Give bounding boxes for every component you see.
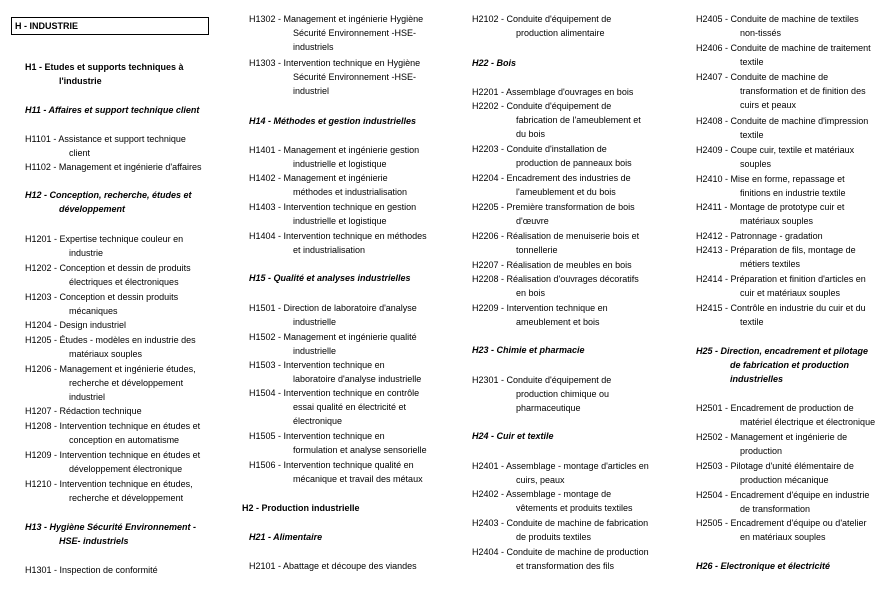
list-item-line: d'œuvre	[516, 216, 549, 226]
list-item-line: H2503 - Pilotage d'unité élémentaire de	[696, 461, 854, 471]
list-item-line: H2206 - Réalisation de menuiserie bois et	[472, 231, 640, 241]
list-item-line: en bois	[516, 288, 546, 298]
list-item-line: pharmaceutique	[516, 403, 581, 413]
list-item	[249, 458, 423, 486]
list-item-line: H1504 - Intervention technique en contrôle	[249, 388, 420, 398]
list-item	[25, 362, 196, 404]
list-item	[472, 301, 608, 329]
subgroup-heading-line: H12 - Conception, recherche, études et	[25, 190, 192, 200]
list-item-line: H1303 - Intervention technique en Hygiène	[249, 58, 421, 68]
list-item-line: et industrialisation	[293, 245, 366, 255]
subgroup-heading	[472, 343, 585, 357]
list-item-line: H1404 - Intervention technique en méthodes	[249, 231, 427, 241]
list-item-line: cuir et matériaux souples	[740, 288, 841, 298]
list-item	[25, 232, 183, 260]
list-item-line: H2407 - Conduite de machine de	[696, 72, 829, 82]
list-item-line: H1503 - Intervention technique en	[249, 360, 385, 370]
list-item	[472, 12, 611, 40]
list-item-line: H2205 - Première transformation de bois	[472, 202, 635, 212]
list-item-line: client	[69, 148, 91, 158]
list-item-line: de transformation	[740, 504, 811, 514]
list-item	[249, 559, 417, 573]
list-item-line: recherche et développement	[69, 378, 184, 388]
list-item	[696, 229, 823, 243]
subgroup-heading	[249, 114, 416, 128]
list-item-line: H2203 - Conduite d'installation de	[472, 144, 607, 154]
list-item-line: H1403 - Intervention technique en gestion	[249, 202, 417, 212]
list-item-line: et transformation des fils	[516, 561, 615, 571]
list-item	[696, 272, 866, 300]
list-item-line: production de panneaux bois	[516, 158, 632, 168]
list-item-line: H2501 - Encadrement de production de	[696, 403, 854, 413]
list-item-line: formulation et analyse sensorielle	[293, 445, 427, 455]
list-item-line: H2405 - Conduite de machine de textiles	[696, 14, 859, 24]
list-item	[249, 301, 417, 329]
list-item-line: l'ameublement et du bois	[516, 187, 616, 197]
list-item-line: H2202 - Conduite d'équipement de	[472, 101, 612, 111]
list-item-line: H1102 - Management et ingénierie d'affaires	[25, 162, 202, 172]
list-item-line: mécaniques	[69, 306, 118, 316]
subgroup-heading	[249, 271, 411, 285]
list-item-line: H2410 - Mise en forme, repassage et	[696, 174, 845, 184]
list-item-line: laboratoire d'analyse industrielle	[293, 374, 422, 384]
list-item	[249, 429, 427, 457]
list-item-line: cuirs, peaux	[516, 475, 565, 485]
list-item-line: production	[740, 446, 783, 456]
list-item	[696, 70, 866, 112]
list-item-line: H2408 - Conduite de machine d'impression	[696, 116, 869, 126]
list-item-line: production chimique ou	[516, 389, 610, 399]
list-item	[249, 358, 421, 386]
list-item	[696, 114, 868, 142]
list-item	[249, 56, 420, 98]
group-heading-line: H2 - Production industrielle	[242, 503, 360, 513]
list-item-line: H1401 - Management et ingénierie gestion	[249, 145, 420, 155]
subgroup-heading	[696, 559, 830, 573]
list-item	[696, 516, 867, 544]
list-item-line: industriels	[293, 42, 334, 52]
list-item-line: Sécurité Environnement -HSE-	[293, 28, 417, 38]
list-item-line: H2208 - Réalisation d'ouvrages décoratifs	[472, 274, 639, 284]
list-item-line: H1203 - Conception et dessin produits	[25, 292, 179, 302]
group-heading-line: H1 - Etudes et supports techniques à	[25, 62, 184, 72]
subgroup-heading	[25, 188, 192, 216]
list-item-line: H1402 - Management et ingénierie	[249, 173, 388, 183]
list-item-line: H2204 - Encadrement des industries de	[472, 173, 631, 183]
list-item	[25, 333, 196, 361]
group-heading-line: l'industrie	[59, 76, 102, 86]
subgroup-heading	[472, 56, 516, 70]
group-heading	[242, 501, 360, 515]
list-item-line: H2406 - Conduite de machine de traitement	[696, 43, 871, 53]
subgroup-heading-line: H15 - Qualité et analyses industrielles	[249, 273, 411, 283]
list-item	[696, 401, 875, 429]
subgroup-heading	[249, 530, 322, 544]
subgroup-heading-line: H21 - Alimentaire	[249, 532, 323, 542]
list-item-line: H1301 - Inspection de conformité	[25, 565, 158, 575]
list-item-line: électriques et électroniques	[69, 277, 179, 287]
list-item-line: textile	[740, 130, 764, 140]
list-item-line: H1207 - Rédaction technique	[25, 406, 142, 416]
list-item-line: souples	[740, 159, 772, 169]
list-item-line: développement électronique	[69, 464, 183, 474]
list-item	[25, 290, 178, 318]
list-item-line: Sécurité Environnement -HSE-	[293, 72, 417, 82]
subgroup-heading-line: développement	[59, 204, 126, 214]
list-item	[25, 404, 142, 418]
list-item	[472, 545, 649, 573]
list-item	[472, 516, 648, 544]
list-item	[696, 200, 844, 228]
list-item-line: H1202 - Conception et dessin de produits	[25, 263, 191, 273]
list-item	[249, 200, 416, 228]
list-item-line: H1210 - Intervention technique en études,	[25, 479, 193, 489]
list-item	[472, 171, 631, 199]
list-item	[249, 386, 419, 428]
list-item-line: industrielle et logistique	[293, 216, 387, 226]
list-item	[25, 419, 200, 447]
list-item-line: du bois	[516, 129, 546, 139]
list-item-line: textile	[740, 57, 764, 67]
list-item-line: H1506 - Intervention technique qualité en	[249, 460, 414, 470]
list-item-line: H1302 - Management et ingénierie Hygiène	[249, 14, 424, 24]
list-item	[25, 318, 126, 332]
list-item-line: H1209 - Intervention technique en études et	[25, 450, 201, 460]
list-item	[472, 85, 633, 99]
list-item-line: matériaux souples	[69, 349, 143, 359]
list-item-line: production mécanique	[740, 475, 829, 485]
group-heading	[25, 60, 184, 88]
list-item	[696, 12, 859, 40]
list-item-line: H2401 - Assemblage - montage d'articles en	[472, 461, 649, 471]
list-item-line: textile	[740, 317, 764, 327]
list-item-line: H2409 - Coupe cuir, textile et matériaux	[696, 145, 855, 155]
list-item-line: H2101 - Abattage et découpe des viandes	[249, 561, 417, 571]
list-item	[249, 143, 419, 171]
subgroup-heading	[472, 429, 554, 443]
list-item-line: H2403 - Conduite de machine de fabrication	[472, 518, 649, 528]
list-item-line: H2301 - Conduite d'équipement de	[472, 375, 612, 385]
list-item-line: conception en automatisme	[69, 435, 180, 445]
list-item	[472, 272, 639, 300]
list-item-line: transformation et de finition des	[740, 86, 866, 96]
list-item	[696, 459, 854, 487]
list-item-line: essai qualité en électricité et	[293, 402, 407, 412]
list-item	[25, 261, 191, 289]
list-item-line: H2209 - Intervention technique en	[472, 303, 608, 313]
list-item-line: H1505 - Intervention technique en	[249, 431, 385, 441]
list-item-line: industriel	[293, 86, 330, 96]
list-item-line: H2411 - Montage de prototype cuir et	[696, 202, 845, 212]
list-item-line: industrie	[69, 248, 104, 258]
subgroup-heading-line: H13 - Hygiène Sécurité Environnement -	[25, 522, 197, 532]
list-item-line: H2102 - Conduite d'équipement de	[472, 14, 612, 24]
list-item-line: H2504 - Encadrement d'équipe en industrie	[696, 490, 870, 500]
subgroup-heading	[25, 103, 199, 117]
list-item-line: méthodes et industrialisation	[293, 187, 408, 197]
list-item	[472, 142, 632, 170]
subgroup-heading-line: H25 - Direction, encadrement et pilotage	[696, 346, 869, 356]
list-item	[249, 330, 417, 358]
list-item-line: H2502 - Management et ingénierie de	[696, 432, 848, 442]
list-item-line: ameublement et bois	[516, 317, 600, 327]
subgroup-heading-line: H26 - Electronique et électricité	[696, 561, 831, 571]
subgroup-heading-line: H23 - Chimie et pharmacie	[472, 345, 585, 355]
list-item-line: électronique	[293, 416, 343, 426]
list-item	[472, 373, 611, 415]
list-item-line: H1502 - Management et ingénierie qualité	[249, 332, 417, 342]
list-item-line: H1204 - Design industriel	[25, 320, 127, 330]
list-item	[472, 487, 633, 515]
list-item	[696, 41, 871, 69]
subgroup-heading	[696, 344, 868, 386]
list-item-line: production alimentaire	[516, 28, 605, 38]
list-item-line: métiers textiles	[740, 259, 801, 269]
list-item	[25, 477, 193, 505]
subgroup-heading-line: H14 - Méthodes et gestion industrielles	[249, 116, 417, 126]
list-item-line: en matériaux souples	[740, 532, 826, 542]
list-item-line: industrielle	[293, 317, 337, 327]
section-title-box	[11, 17, 209, 35]
subgroup-heading-line: de fabrication et production	[730, 360, 850, 370]
list-item-line: industrielle et logistique	[293, 159, 387, 169]
list-item	[25, 563, 158, 577]
list-item-line: vêtements et produits textiles	[516, 503, 633, 513]
subgroup-heading-line: H11 - Affaires et support technique client	[25, 105, 200, 115]
list-item-line: H1201 - Expertise technique couleur en	[25, 234, 184, 244]
list-item-line: H2207 - Réalisation de meubles en bois	[472, 260, 632, 270]
list-item	[25, 160, 202, 174]
list-item-line: H2414 - Préparation et finition d'articles en	[696, 274, 866, 284]
list-item	[472, 200, 635, 228]
list-item-line: H2505 - Encadrement d'équipe ou d'atelier	[696, 518, 867, 528]
list-item-line: non-tissés	[740, 28, 782, 38]
list-item-line: H1101 - Assistance et support technique	[25, 134, 186, 144]
list-item	[696, 172, 846, 200]
list-item	[472, 99, 641, 141]
list-item	[472, 258, 632, 272]
list-item-line: industrielle	[293, 346, 337, 356]
list-item	[249, 12, 423, 54]
list-item-line: H1501 - Direction de laboratoire d'analyse	[249, 303, 417, 313]
list-item-line: H2415 - Contrôle en industrie du cuir et du	[696, 303, 866, 313]
list-item	[696, 143, 854, 171]
subgroup-heading-line: H24 - Cuir et textile	[472, 431, 554, 441]
list-item-line: industriel	[69, 392, 106, 402]
list-item-line: H2404 - Conduite de machine de production	[472, 547, 649, 557]
list-item	[696, 301, 866, 329]
list-item	[696, 488, 869, 516]
list-item	[472, 459, 649, 487]
list-item	[25, 132, 186, 160]
subgroup-heading	[25, 520, 196, 548]
list-item-line: tonnellerie	[516, 245, 558, 255]
list-item-line: H1208 - Intervention technique en études et	[25, 421, 201, 431]
list-item-line: mécanique et travail des métaux	[293, 474, 423, 484]
list-item-line: de produits textiles	[516, 532, 592, 542]
list-item-line: fabrication de l'ameublement et	[516, 115, 641, 125]
list-item	[25, 448, 200, 476]
subgroup-heading-line: industrielles	[730, 374, 784, 384]
list-item-line: recherche et développement	[69, 493, 184, 503]
section-title: H - INDUSTRIE	[15, 21, 78, 31]
list-item	[472, 229, 639, 257]
list-item	[696, 430, 847, 458]
list-item	[696, 243, 856, 271]
list-item-line: cuirs et peaux	[740, 100, 797, 110]
subgroup-heading-line: H22 - Bois	[472, 58, 517, 68]
list-item-line: H2201 - Assemblage d'ouvrages en bois	[472, 87, 634, 97]
list-item-line: H2412 - Patronnage - gradation	[696, 231, 823, 241]
list-item	[249, 229, 427, 257]
list-item-line: H2413 - Préparation de fils, montage de	[696, 245, 856, 255]
list-item-line: finitions en industrie textile	[740, 188, 846, 198]
subgroup-heading-line: HSE- industriels	[59, 536, 129, 546]
list-item-line: matériel électrique et électronique	[740, 417, 876, 427]
list-item-line: H2402 - Assemblage - montage de	[472, 489, 612, 499]
list-item-line: H1206 - Management et ingénierie études,	[25, 364, 196, 374]
list-item-line: H1205 - Études - modèles en industrie des	[25, 335, 196, 345]
list-item	[249, 171, 407, 199]
list-item-line: matériaux souples	[740, 216, 814, 226]
